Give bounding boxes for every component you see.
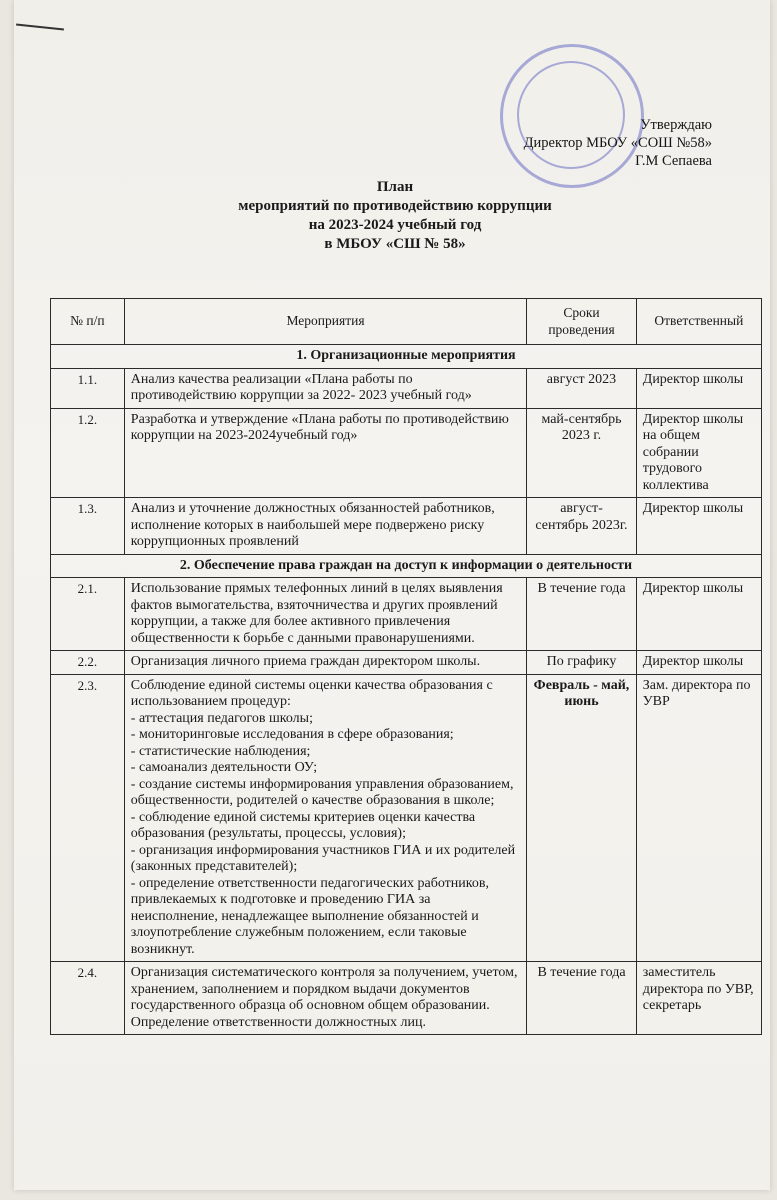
activity-item: - самоанализ деятельности ОУ; xyxy=(130,760,318,775)
activity-item: - аттестация педагогов школы; xyxy=(130,710,313,726)
approval-signatory: Г.М Сепаева xyxy=(635,153,712,169)
table-row xyxy=(51,408,762,498)
row-term: август- сентябрь 2023г. xyxy=(527,498,637,555)
section-title-2: 2. Обеспечение права граждан на доступ к информации о деятельности xyxy=(51,554,762,578)
activity-intro: Соблюдение единой системы оценки качества образования с использованием процедур: xyxy=(130,677,493,709)
title-line-3: на 2023-2024 учебный год xyxy=(308,217,482,233)
activity-item: - организация информирования участников ГИА и их родителей (законных представителей); xyxy=(130,842,516,874)
approval-heading: Утверждаю xyxy=(640,117,712,133)
table-header-row xyxy=(51,299,762,345)
plan-table xyxy=(50,298,762,1035)
row-term: август 2023 xyxy=(527,368,637,408)
row-responsible: Зам. директора по УВР xyxy=(636,674,761,962)
row-num: 2.1. xyxy=(51,578,125,651)
activity-item: - создание системы информирования управления образованием, общественности, родителей о качестве образования в школе; xyxy=(130,776,514,808)
activity-item: - определение ответственности педагогических работников, привлекаемых к подготовке и проведению ГИА за неисполнение, ненадлежащее выполнение обязанностей и злоупотребление служебным положением, если таковые возникнут. xyxy=(130,875,489,957)
document-title xyxy=(210,178,580,254)
approval-position: Директор МБОУ «СОШ №58» xyxy=(523,135,712,151)
row-activity: Разработка и утверждение «Плана работы по противодействию коррупции на 2023-2024учебный год» xyxy=(124,408,526,498)
header-term: Сроки проведения xyxy=(527,299,637,345)
row-activity: Организация систематического контроля за получением, учетом, хранением, заполнением и порядком выдачи документов государственного образца об основном общем образовании. Определение ответственности должностных лиц. xyxy=(124,962,526,1035)
section-row-1 xyxy=(51,345,762,369)
row-term: По графику xyxy=(527,651,637,675)
row-num: 1.3. xyxy=(51,498,125,555)
row-num: 1.2. xyxy=(51,408,125,498)
title-line-1: План xyxy=(376,179,414,195)
row-activity: Анализ и уточнение должностных обязанностей работников, исполнение которых в наибольшей мере подвержено риску коррупционных проявлений xyxy=(124,498,526,555)
row-term: В течение года xyxy=(527,578,637,651)
title-line-4: в МБОУ «СШ № 58» xyxy=(324,236,466,252)
table-row xyxy=(51,962,762,1035)
row-responsible: Директор школы xyxy=(636,368,761,408)
activity-item: - соблюдение единой системы критериев оценки качества образования (результаты, процессы, условия); xyxy=(130,809,476,841)
header-responsible: Ответственный xyxy=(636,299,761,345)
row-responsible: Директор школы xyxy=(636,651,761,675)
row-term: В течение года xyxy=(527,962,637,1035)
activity-item: - мониторинговые исследования в сфере образования; xyxy=(130,727,454,742)
row-num: 2.3. xyxy=(51,674,125,962)
row-activity: Анализ качества реализации «Плана работы по противодействию коррупции за 2022- 2023 учебный год» xyxy=(124,368,526,408)
row-term: Февраль - май, июнь xyxy=(527,674,637,962)
table-row xyxy=(51,578,762,651)
row-responsible: Директор школы xyxy=(636,578,761,651)
row-responsible: Директор школы xyxy=(636,498,761,555)
row-activity: Использование прямых телефонных линий в целях выявления фактов вымогательства, взяточничества и других проявлений коррупции, а также для более активного привлечения общественности к борьбе с данными правонарушениями. xyxy=(124,578,526,651)
title-line-2: мероприятий по противодействию коррупции xyxy=(238,198,552,214)
activity-item: - статистические наблюдения; xyxy=(130,743,311,759)
header-activity: Мероприятия xyxy=(124,299,526,345)
row-activity xyxy=(124,674,526,962)
header-num: № п/п xyxy=(51,299,125,345)
row-activity: Организация личного приема граждан директором школы. xyxy=(124,651,526,675)
row-num: 2.4. xyxy=(51,962,125,1035)
table-row xyxy=(51,368,762,408)
table-row xyxy=(51,651,762,675)
row-num: 1.1. xyxy=(51,368,125,408)
section-row-2 xyxy=(51,554,762,578)
row-responsible: заместитель директора по УВР, секретарь xyxy=(636,962,761,1035)
approval-block xyxy=(524,116,712,170)
table-row xyxy=(51,498,762,555)
section-title-1: 1. Организационные мероприятия xyxy=(51,345,762,369)
row-term: май-сентябрь 2023 г. xyxy=(527,408,637,498)
page-fold-mark xyxy=(16,23,64,30)
row-responsible: Директор школы на общем собрании трудового коллектива xyxy=(636,408,761,498)
row-num: 2.2. xyxy=(51,651,125,675)
table-row xyxy=(51,674,762,962)
